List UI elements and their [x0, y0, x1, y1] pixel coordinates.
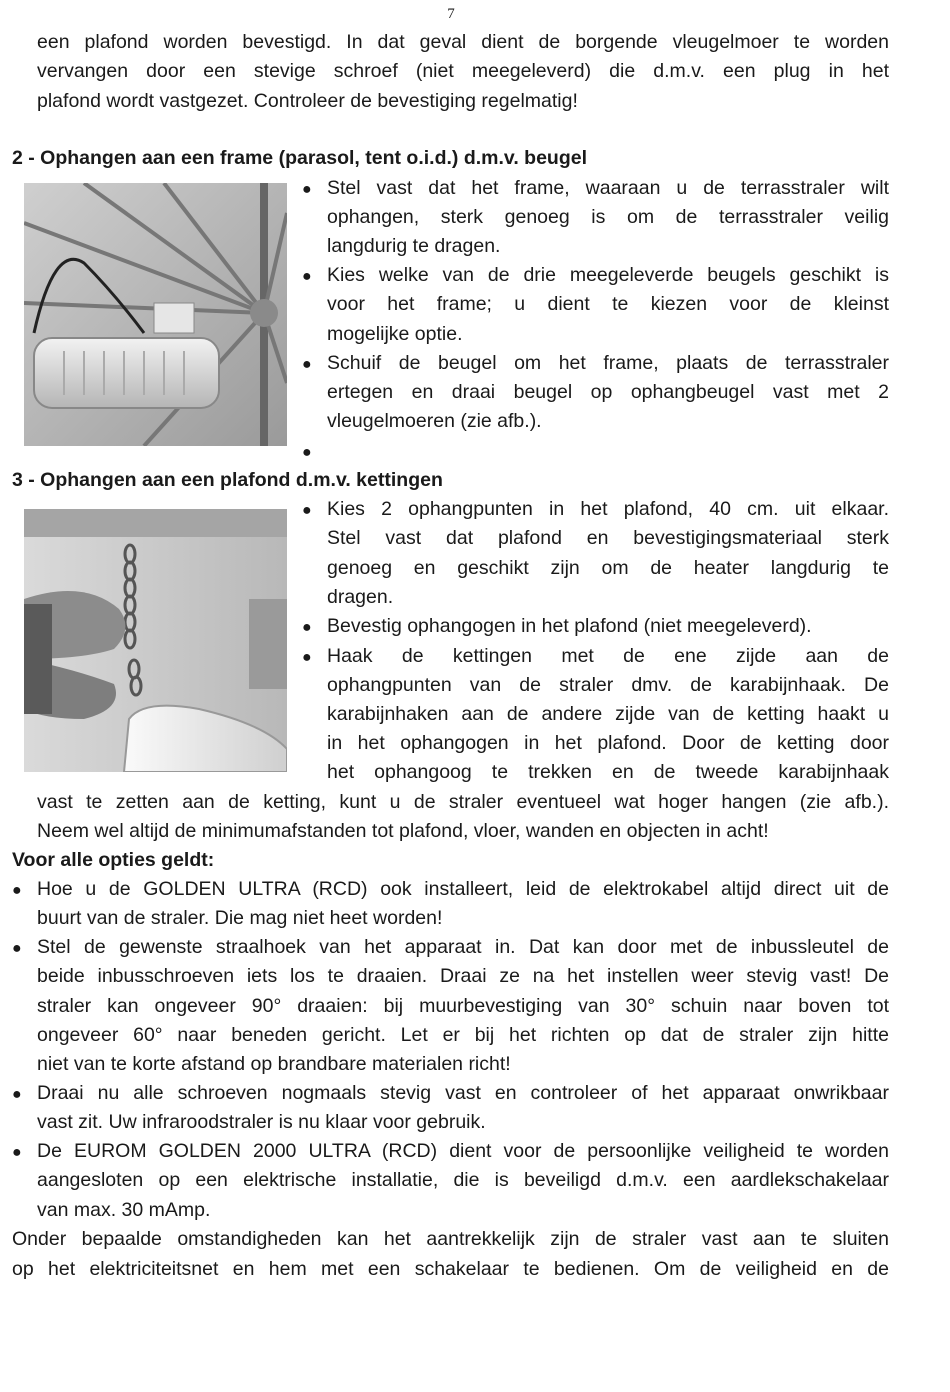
closing-line-2: op het elektriciteitsnet en hem met een schakelaar te bedienen. Om de veiligheid en de: [12, 1258, 889, 1280]
bullet-icon: ●: [302, 181, 312, 198]
s3-b3-line5: het ophangoog te trekken en de tweede karabijnhaak: [327, 761, 889, 783]
s2-b2-line3: mogelijke optie.: [327, 323, 463, 345]
bullet-icon: ●: [12, 1144, 22, 1161]
s2-b3-line3: vleugelmoeren (zie afb.).: [327, 410, 542, 432]
s3-b1-line1: Kies 2 ophangpunten in het plafond, 40 cm. uit elkaar.: [327, 498, 889, 520]
s3-b3-line2: ophangpunten van de straler dmv. de karabijnhaak. De: [327, 674, 889, 696]
s3-b1-line2: Stel vast dat plafond en bevestigingsmateriaal sterk: [327, 527, 889, 549]
opt-b2-line2: beide inbusschroeven iets los te draaien. Draai ze na het instellen weer stevig vast! De: [37, 965, 889, 987]
intro-line-2: vervangen door een stevige schroef (niet meegeleverd) die d.m.v. een plug in het: [37, 60, 889, 82]
bullet-icon: ●: [12, 940, 22, 957]
bullet-icon: ●: [302, 356, 312, 373]
s2-b3-line1: Schuif de beugel om het frame, plaats de terrasstraler: [327, 352, 889, 374]
opt-b1-line1: Hoe u de GOLDEN ULTRA (RCD) ook installeert, leid de elektrokabel altijd direct uit de: [37, 878, 889, 900]
s3-b1-line3: genoeg en geschikt zijn om de heater langdurig te: [327, 557, 889, 579]
s3-b3-line1: Haak de kettingen met de ene zijde aan de: [327, 645, 889, 667]
opt-b4-line2: aangesloten op een elektrische installatie, die is beveiligd d.m.v. een aardlekschakelaar: [37, 1169, 889, 1191]
opt-b2-line3: straler kan ongeveer 90° draaien: bij muurbevestiging van 30° schuin naar boven tot: [37, 995, 889, 1017]
opt-b3-line1: Draai nu alle schroeven nogmaals stevig vast en controleer of het apparaat onwrikbaar: [37, 1082, 889, 1104]
chain-hanging-photo: [24, 509, 287, 772]
opt-b2-line1: Stel de gewenste straalhoek van het apparaat in. Dat kan door met de inbussleutel de: [37, 936, 889, 958]
section2-heading: 2 - Ophangen aan een frame (parasol, tent o.i.d.) d.m.v. beugel: [12, 147, 587, 169]
opt-b3-line2: vast zit. Uw infraroodstraler is nu klaar voor gebruik.: [37, 1111, 486, 1133]
opt-b1-line2: buurt van de straler. Die mag niet heet worden!: [37, 907, 443, 929]
intro-line-1: een plafond worden bevestigd. In dat geval dient de borgende vleugelmoer te worden: [37, 31, 889, 53]
opt-b4-line1: De EUROM GOLDEN 2000 ULTRA (RCD) dient voor de persoonlijke veiligheid te worden: [37, 1140, 889, 1162]
s3-b3-line4: in het ophangogen in het plafond. Door de ketting door: [327, 732, 889, 754]
s2-b1-line1: Stel vast dat het frame, waaraan u de terrasstraler wilt: [327, 177, 889, 199]
bullet-icon: ●: [12, 882, 22, 899]
bullet-icon: ●: [302, 619, 312, 636]
s2-b1-line2: ophangen, sterk genoeg is om de terrasstraler veilig: [327, 206, 889, 228]
opt-b2-line4: ongeveer 60° naar beneden gericht. Let er bij het richten op dat de straler zijn hitte: [37, 1024, 889, 1046]
empty-bullet-icon: ●: [302, 444, 312, 461]
section3-heading: 3 - Ophangen aan een plafond d.m.v. kettingen: [12, 469, 443, 491]
s3-continuation-line1: vast te zetten aan de ketting, kunt u de straler eventueel wat hoger hangen (zie afb.).: [37, 791, 889, 813]
s2-b2-line2: voor het frame; u dient te kiezen voor de kleinst: [327, 293, 889, 315]
s3-continuation-line2: Neem wel altijd de minimumafstanden tot plafond, vloer, wanden en objecten in acht!: [37, 820, 769, 842]
opt-b2-line5: niet van te korte afstand op brandbare materialen richt!: [37, 1053, 511, 1075]
page-number: 7: [447, 6, 455, 22]
bullet-icon: ●: [302, 268, 312, 285]
bullet-icon: ●: [302, 649, 312, 666]
s3-b3-line3: karabijnhaken aan de andere zijde van de ketting haakt u: [327, 703, 889, 725]
bullet-icon: ●: [12, 1086, 22, 1103]
s3-b2-line1: Bevestig ophangogen in het plafond (niet meegeleverd).: [327, 615, 812, 637]
all-options-heading: Voor alle opties geldt:: [12, 849, 215, 871]
intro-line-3: plafond wordt vastgezet. Controleer de bevestiging regelmatig!: [37, 90, 578, 112]
s2-b1-line3: langdurig te dragen.: [327, 235, 501, 257]
opt-b4-line3: van max. 30 mAmp.: [37, 1199, 211, 1221]
bullet-icon: ●: [302, 502, 312, 519]
s2-b3-line2: ertegen en draai beugel op ophangbeugel vast met 2: [327, 381, 889, 403]
parasol-heater-photo: [24, 183, 287, 446]
s3-b1-line4: dragen.: [327, 586, 394, 608]
closing-line-1: Onder bepaalde omstandigheden kan het aantrekkelijk zijn de straler vast aan te sluiten: [12, 1228, 889, 1250]
s2-b2-line1: Kies welke van de drie meegeleverde beugels geschikt is: [327, 264, 889, 286]
